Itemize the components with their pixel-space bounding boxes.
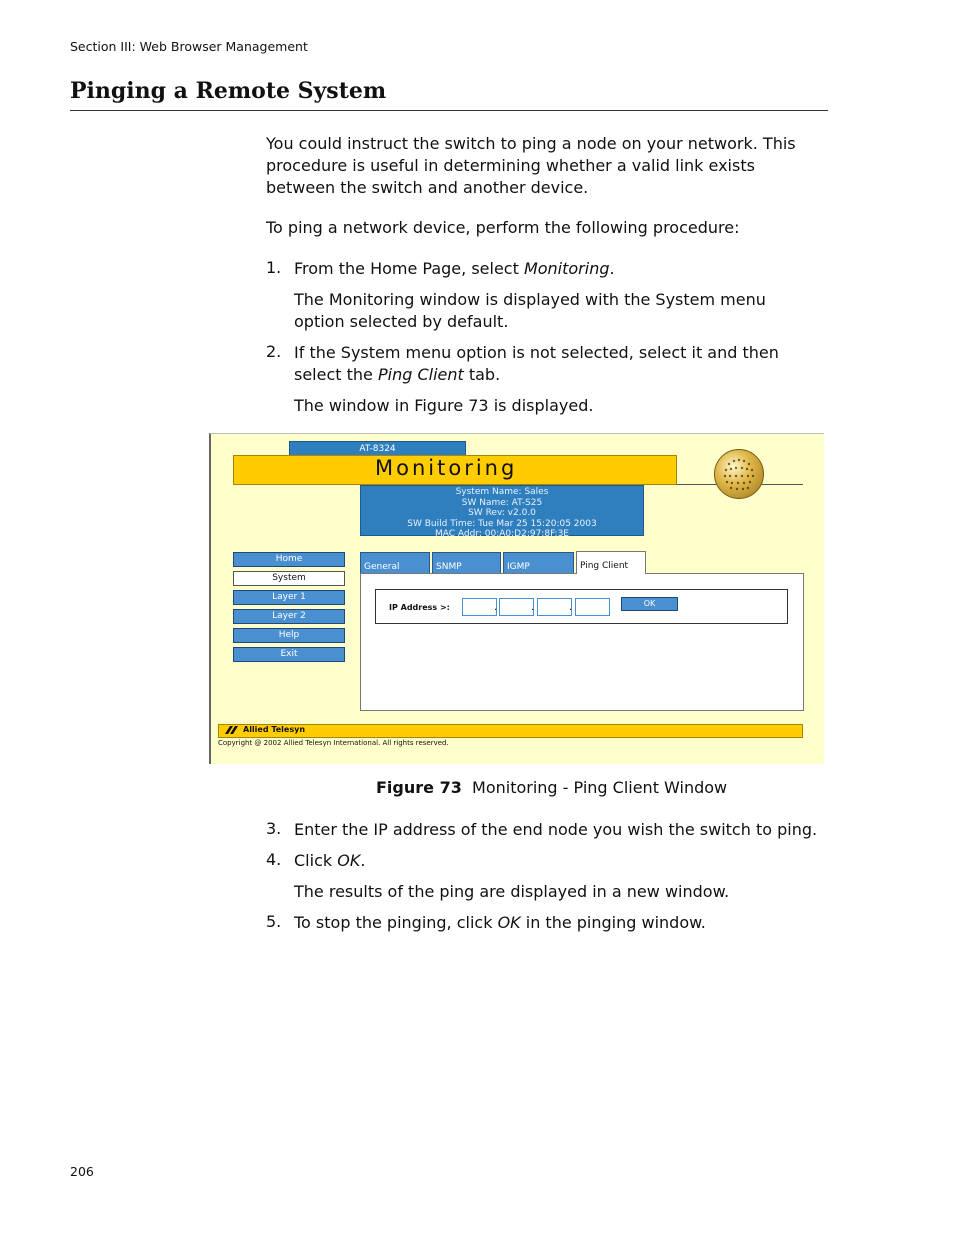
ip-dot-2: . [531, 602, 535, 613]
tab-snmp[interactable]: SNMP [432, 552, 501, 573]
step-5-text [294, 912, 824, 934]
menu-help-button[interactable]: Help [233, 628, 345, 643]
step-5-post: in the pinging window. [520, 913, 706, 932]
allied-telesyn-logo-icon [225, 726, 239, 734]
step-4-post: . [360, 851, 366, 870]
intro-paragraph: You could instruct the switch to ping a node on your network. This procedure is useful in determining whether a valid link exists between the switch and another device. [266, 134, 796, 197]
figure-caption [376, 778, 727, 797]
ok-button[interactable]: OK [621, 597, 678, 611]
logo-text: Allied Telesyn [243, 725, 306, 734]
step-1-text [294, 258, 824, 280]
title-rule [70, 110, 828, 111]
step-4-text [294, 850, 824, 872]
step-2-note: The window in Figure 73 is displayed. [294, 396, 594, 415]
ip-octet-4-input[interactable] [575, 598, 610, 616]
system-name: System Name: Sales [455, 487, 549, 497]
step-3-text: Enter the IP address of the end node you wish the switch to ping. [294, 820, 818, 839]
copyright-text: Copyright @ 2002 Allied Telesyn International. All rights reserved. [218, 739, 449, 747]
device-name-tab: AT-8324 [289, 441, 466, 457]
figure-label: Figure 73 [376, 778, 462, 797]
step-5-pre: To stop the pinging, click [294, 913, 498, 932]
step-5-em: OK [497, 913, 521, 932]
page-number: 206 [70, 1164, 94, 1179]
step-2-post: tab. [463, 365, 501, 384]
step-2-number: 2. [266, 342, 282, 361]
step-4-note: The results of the ping are displayed in a new window. [294, 882, 730, 901]
procedure-intro: To ping a network device, perform the following procedure: [266, 218, 740, 237]
menu-home-button[interactable]: Home [233, 552, 345, 567]
system-info-box [360, 485, 644, 539]
sw-rev: SW Rev: v2.0.0 [468, 508, 536, 518]
menu-system-button[interactable]: System [233, 571, 345, 586]
page-title: Pinging a Remote System [70, 78, 387, 104]
step-5-number: 5. [266, 912, 282, 931]
tab-general[interactable]: General [360, 552, 430, 573]
sw-name: SW Name: AT-S25 [461, 497, 543, 508]
step-4-number: 4. [266, 850, 282, 869]
menu-layer2-button[interactable]: Layer 2 [233, 609, 345, 624]
step-3-number: 3. [266, 819, 282, 838]
ip-address-label: IP Address >: [389, 603, 450, 612]
globe-icon [714, 449, 764, 499]
ip-octet-2-input[interactable] [499, 598, 534, 616]
step-2-em: Ping Client [377, 365, 464, 384]
footer-bar [218, 724, 803, 738]
banner-title: Monitoring [375, 456, 518, 480]
mac-addr: MAC Addr: 00:A0:D2:97:8F:3E [435, 529, 569, 539]
step-4-pre: Click [294, 851, 338, 870]
figure-caption-text: Monitoring - Ping Client Window [472, 778, 728, 797]
ip-octet-3-input[interactable] [537, 598, 572, 616]
section-header: Section III: Web Browser Management [70, 39, 308, 54]
step-1-em: Monitoring [523, 259, 610, 278]
step-2-pre: If the System menu option is not selected, select it and then select the [294, 343, 779, 384]
menu-exit-button[interactable]: Exit [233, 647, 345, 662]
step-1-number: 1. [266, 258, 282, 277]
ip-dot-3: . [569, 602, 573, 613]
step-4-em: OK [337, 851, 361, 870]
step-2-text [294, 342, 829, 386]
ip-octet-1-input[interactable] [462, 598, 497, 616]
step-1-post: . [609, 259, 615, 278]
tab-ping-client[interactable]: Ping Client [576, 551, 646, 574]
step-1-note: The Monitoring window is displayed with the System menu option selected by default. [294, 290, 766, 331]
monitoring-screenshot [209, 433, 824, 764]
ip-dot-1: . [494, 602, 498, 613]
tab-igmp[interactable]: IGMP [503, 552, 574, 573]
menu-layer1-button[interactable]: Layer 1 [233, 590, 345, 605]
sw-build-time: SW Build Time: Tue Mar 25 15:20:05 2003 [407, 518, 597, 529]
step-1-pre: From the Home Page, select [294, 259, 524, 278]
